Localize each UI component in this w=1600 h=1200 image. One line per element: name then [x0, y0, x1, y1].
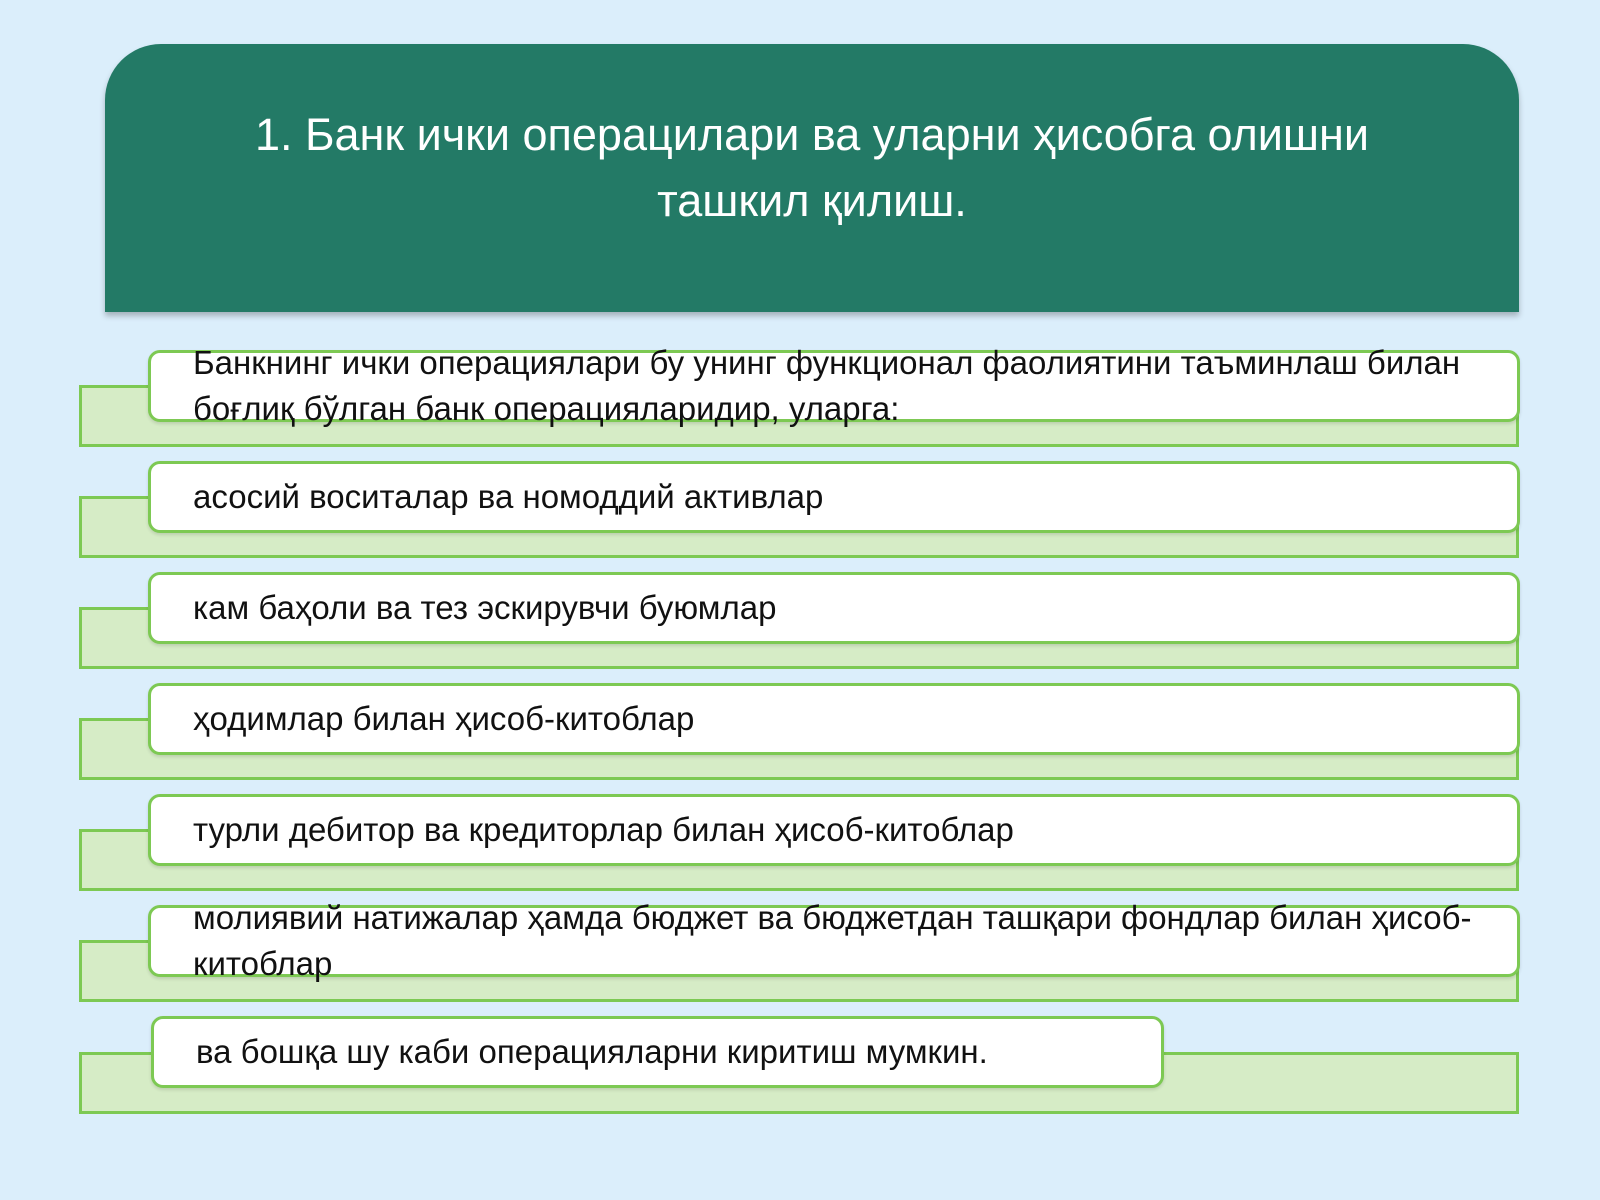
list-item-card — [148, 683, 1520, 755]
list-item-text: Банкнинг ички операциялари бу унинг функционал фаолиятини таъминлаш билан боғлиқ бўлган банк операцияларидир, уларга: — [193, 344, 1461, 427]
list-item-text: асосий воситалар ва номоддий активлар — [193, 478, 824, 515]
list-item-text: ҳодимлар билан ҳисоб-китоблар — [193, 700, 695, 737]
slide-title: 1. Банк ички операцилари ва уларни ҳисобга олишни ташкил қилиш. — [254, 109, 1370, 226]
list-item-card — [151, 1016, 1164, 1088]
list-item-card — [148, 899, 1520, 982]
list-item-card — [148, 794, 1520, 866]
list-item-card — [148, 572, 1520, 644]
list-item-card — [148, 461, 1520, 533]
list-item-text: молиявий натижалар ҳамда бюджет ва бюджетдан ташқари фондлар билан ҳисоб-китоблар — [193, 899, 1472, 982]
title-banner — [105, 44, 1519, 312]
list-item-text: турли дебитор ва кредиторлар билан ҳисоб-китоблар — [193, 811, 1014, 848]
list-item-text: ва бошқа шу каби операцияларни киритиш мумкин. — [196, 1033, 988, 1070]
list-item-card — [148, 344, 1520, 427]
list-item-text: кам баҳоли ва тез эскирувчи буюмлар — [193, 589, 777, 626]
